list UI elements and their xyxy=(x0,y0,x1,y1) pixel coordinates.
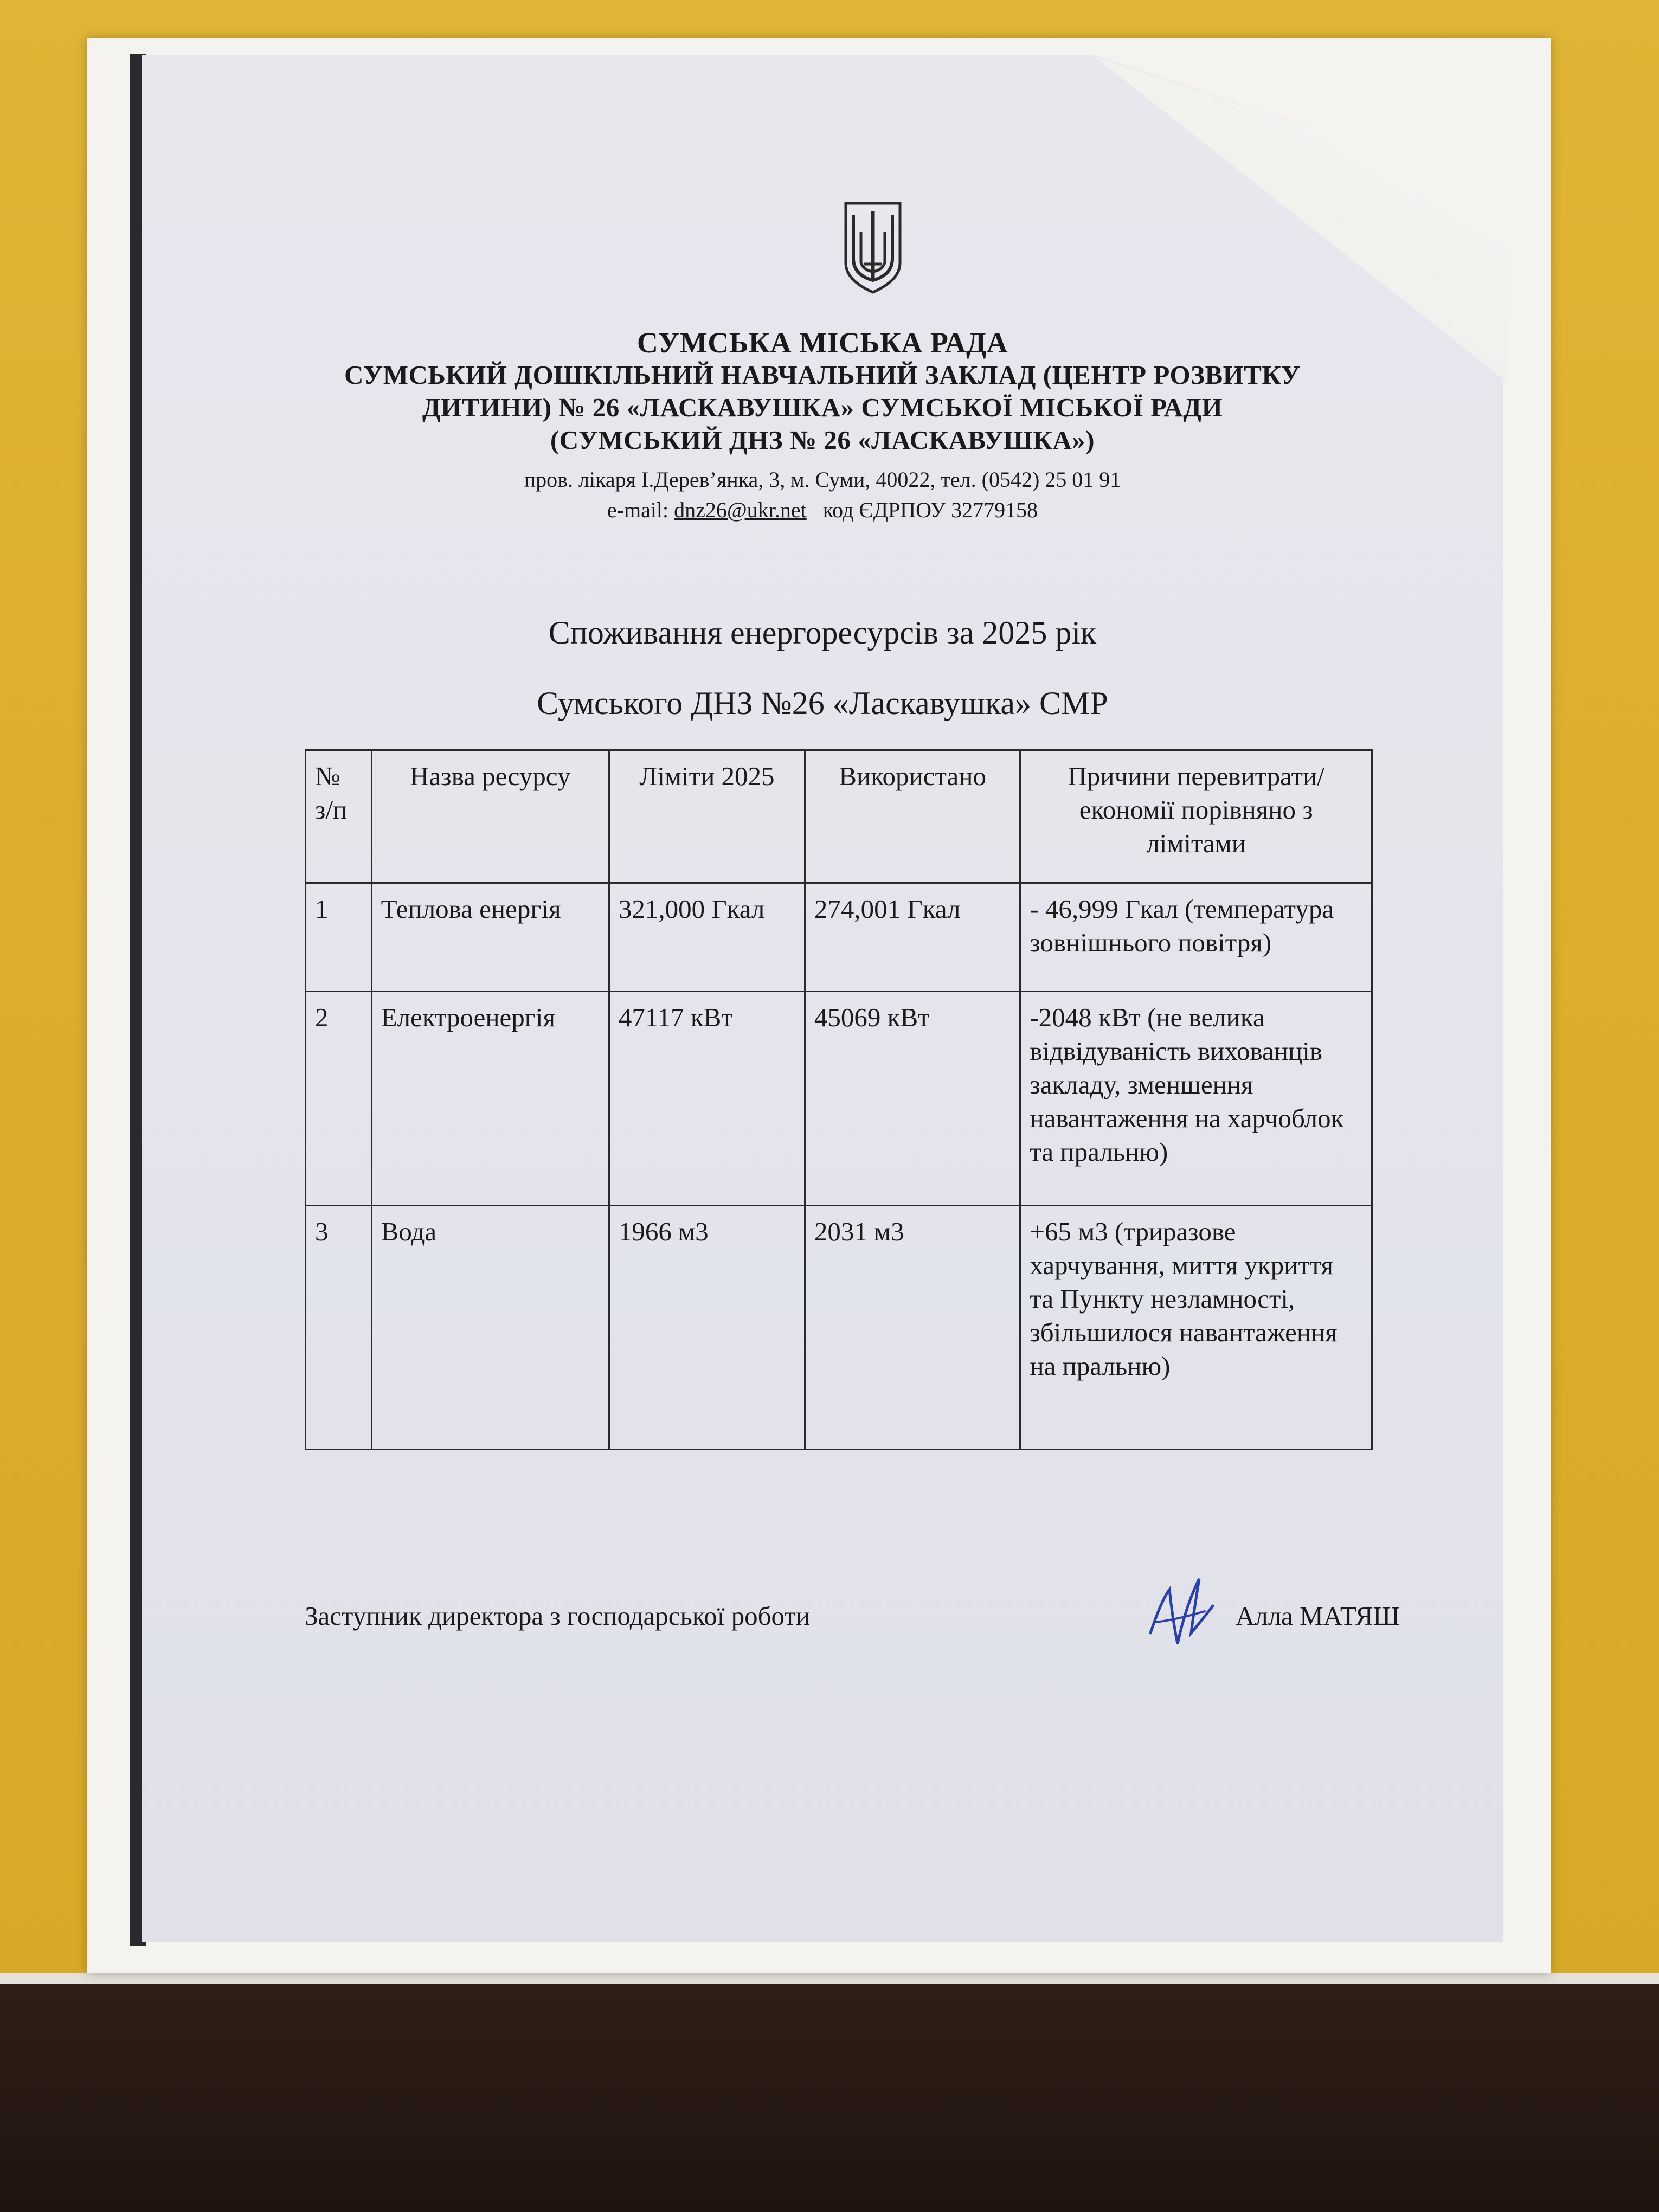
document-title xyxy=(142,597,1503,738)
signature-row xyxy=(305,1590,1400,1655)
address-line: пров. лікаря І.Дерев’янка, 3, м. Суми, 40022, тел. (0542) 25 01 91 xyxy=(524,467,1121,492)
table-header-row xyxy=(306,750,1372,883)
cell-reason: - 46,999 Гкал (температура зовнішнього повітря) xyxy=(1020,883,1372,992)
table-row xyxy=(306,883,1372,992)
cell-name: Електроенергія xyxy=(371,992,609,1206)
cell-name: Вода xyxy=(371,1206,609,1450)
cell-name: Теплова енергія xyxy=(371,883,609,992)
cell-used: 2031 м3 xyxy=(805,1206,1020,1450)
header-limit: Ліміти 2025 xyxy=(609,750,805,883)
resources-table xyxy=(305,749,1373,1450)
cell-reason: +65 м3 (триразове харчування, миття укриття та Пункту незламності, збільшилося навантаження на пральню) xyxy=(1020,1206,1372,1450)
header-used: Використано xyxy=(805,750,1020,883)
cell-limit: 1966 м3 xyxy=(609,1206,805,1450)
trident-emblem-icon xyxy=(840,199,905,297)
contact-line xyxy=(142,495,1503,525)
floor-background xyxy=(0,1984,1659,2212)
address-block xyxy=(142,465,1503,525)
cell-no: 2 xyxy=(306,992,372,1206)
signer-position: Заступник директора з господарської роботи xyxy=(305,1601,811,1631)
header-no: № з/п xyxy=(306,750,372,883)
header-reason: Причини перевитрати/ економії порівняно з лімітами xyxy=(1020,750,1372,883)
edrpou-code: код ЄДРПОУ 32779158 xyxy=(822,498,1038,522)
document-content xyxy=(142,55,1503,1942)
header-line-2: СУМСЬКИЙ ДОШКІЛЬНИЙ НАВЧАЛЬНИЙ ЗАКЛАД (ЦЕНТР РОЗВИТКУ xyxy=(344,360,1301,390)
table-row xyxy=(306,1206,1372,1450)
header-line-4: (СУМСЬКИЙ ДНЗ № 26 «ЛАСКАВУШКА») xyxy=(550,425,1095,455)
cell-limit: 47117 кВт xyxy=(609,992,805,1206)
email-prefix: e-mail: xyxy=(607,498,669,522)
email-link[interactable]: dnz26@ukr.net xyxy=(674,498,807,522)
header-line-1: СУМСЬКА МІСЬКА РАДА xyxy=(636,326,1008,359)
cell-no: 3 xyxy=(306,1206,372,1450)
signer-name: Алла МАТЯШ xyxy=(1235,1601,1400,1631)
institution-header xyxy=(142,326,1503,456)
cell-used: 45069 кВт xyxy=(805,992,1020,1206)
table-row xyxy=(306,992,1372,1206)
header-line-3: ДИТИНИ) № 26 «ЛАСКАВУШКА» СУМСЬКОЇ МІСЬКОЇ РАДИ xyxy=(422,393,1223,422)
cell-limit: 321,000 Гкал xyxy=(609,883,805,992)
header-name: Назва ресурсу xyxy=(371,750,609,883)
title-line-2: Сумського ДНЗ №26 «Ласкавушка» СМР xyxy=(537,685,1108,721)
handwritten-signature xyxy=(1140,1568,1221,1655)
title-line-1: Споживання енергоресурсів за 2025 рік xyxy=(548,615,1097,651)
cell-used: 274,001 Гкал xyxy=(805,883,1020,992)
cell-reason: -2048 кВт (не велика відвідуваність вихованців закладу, зменшення навантаження на харчоблок та пральню) xyxy=(1020,992,1372,1206)
cell-no: 1 xyxy=(306,883,372,992)
